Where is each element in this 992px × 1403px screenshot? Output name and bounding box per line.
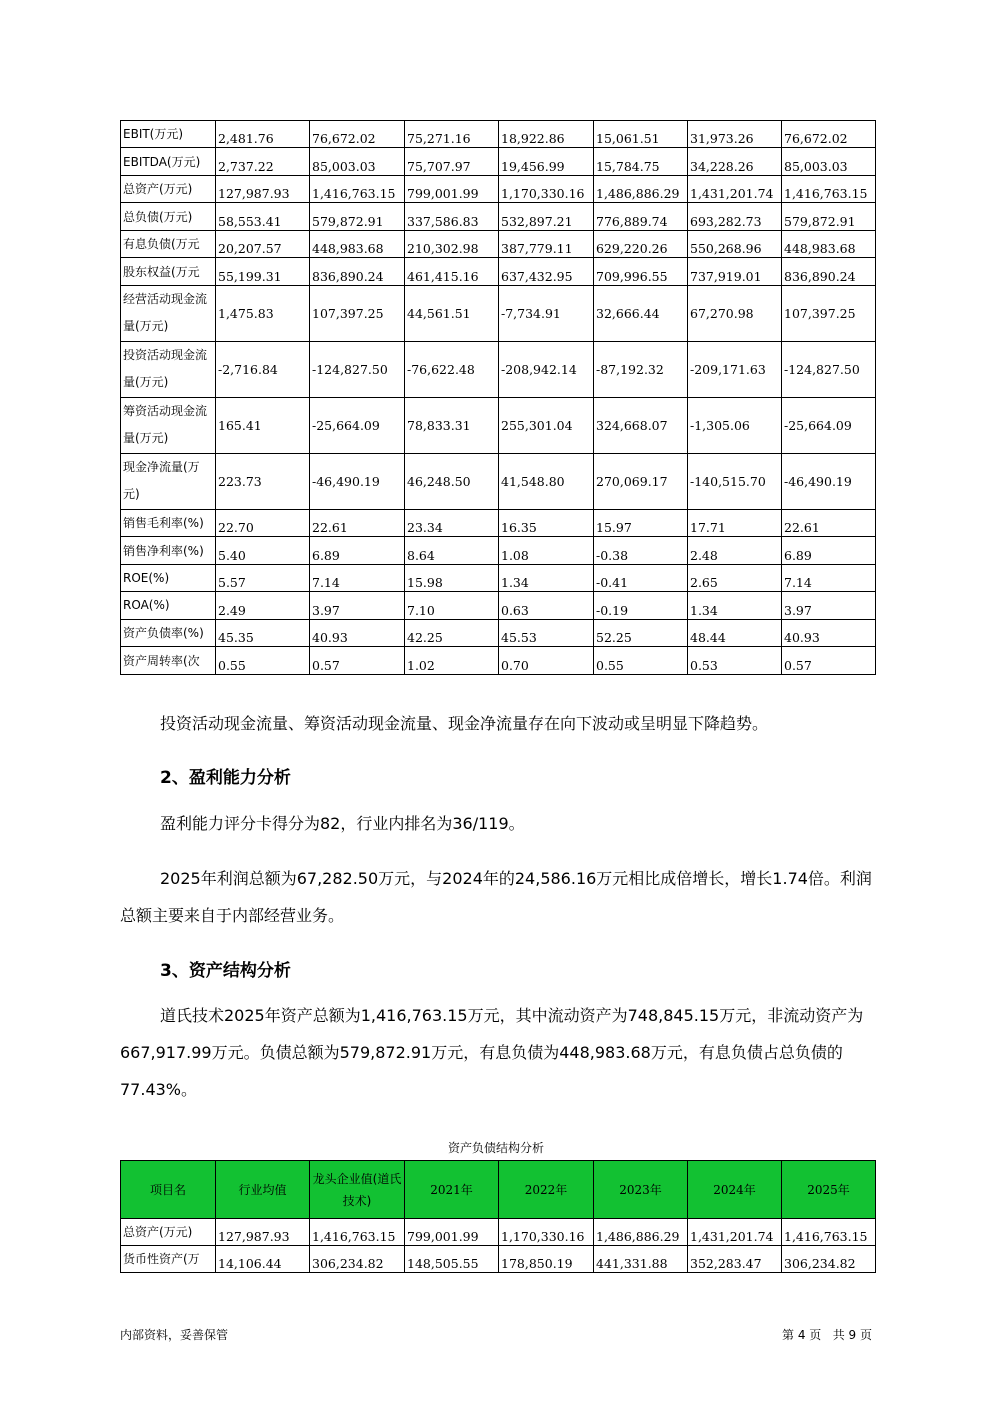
table-cell: 165.41: [216, 398, 310, 454]
table-cell: -2,716.84: [216, 342, 310, 398]
table-row: [121, 121, 876, 148]
table-cell: 78,833.31: [405, 398, 499, 454]
table-cell: 1.34: [499, 565, 594, 592]
table-cell: 23.34: [405, 510, 499, 537]
table-cell: 46,248.50: [405, 454, 499, 510]
table-cell: 40.93: [310, 620, 405, 647]
header-2023: 2023年: [594, 1161, 688, 1219]
table-cell: -208,942.14: [499, 342, 594, 398]
table-cell: 532,897.21: [499, 203, 594, 231]
table-cell: 0.57: [310, 647, 405, 675]
table-cell: 448,983.68: [310, 231, 405, 258]
table-cell: 8.64: [405, 537, 499, 565]
cashflow-trend-paragraph: 投资活动现金流量、筹资活动现金流量、现金净流量存在向下波动或呈明显下降趋势。: [160, 714, 769, 733]
table-cell: 441,331.88: [594, 1246, 688, 1273]
row-label: 现金净流量(万元): [121, 454, 216, 510]
table-cell: 776,889.74: [594, 203, 688, 231]
table-cell: 22.61: [310, 510, 405, 537]
table-row: [121, 454, 876, 510]
table-cell: 55,199.31: [216, 258, 310, 286]
row-label: 总资产(万元): [121, 1219, 216, 1246]
table-cell: -46,490.19: [782, 454, 876, 510]
table-cell: 0.53: [688, 647, 782, 675]
table-cell: 550,268.96: [688, 231, 782, 258]
table-cell: 1,431,201.74: [688, 1219, 782, 1246]
table-cell: 5.40: [216, 537, 310, 565]
table-cell: 18,922.86: [499, 121, 594, 148]
table-cell: 306,234.82: [310, 1246, 405, 1273]
table-cell: 1,416,763.15: [310, 176, 405, 203]
table-cell: 0.63: [499, 592, 594, 620]
table-cell: 148,505.55: [405, 1246, 499, 1273]
table-cell: 17.71: [688, 510, 782, 537]
row-label: 销售毛利率(%): [121, 510, 216, 537]
table-cell: 579,872.91: [782, 203, 876, 231]
table-cell: 836,890.24: [310, 258, 405, 286]
table-cell: -0.38: [594, 537, 688, 565]
table-cell: 799,001.99: [405, 1219, 499, 1246]
table-cell: 799,001.99: [405, 176, 499, 203]
table-cell: 40.93: [782, 620, 876, 647]
table-cell: -76,622.48: [405, 342, 499, 398]
table-cell: 1.08: [499, 537, 594, 565]
table-cell: 337,586.83: [405, 203, 499, 231]
table-row: [121, 342, 876, 398]
table-cell: -0.41: [594, 565, 688, 592]
table-cell: 42.25: [405, 620, 499, 647]
profit-total-paragraph: 2025年利润总额为67,282.50万元，与2024年的24,586.16万元相比成倍增长，增长1.74倍。利润总额主要来自于内部经营业务。: [120, 869, 872, 925]
row-label: EBITDA(万元): [121, 148, 216, 176]
table-cell: 3.97: [782, 592, 876, 620]
table-cell: 85,003.03: [782, 148, 876, 176]
table-cell: 2.49: [216, 592, 310, 620]
table-cell: 76,672.02: [310, 121, 405, 148]
table-cell: 127,987.93: [216, 1219, 310, 1246]
table-cell: 75,271.16: [405, 121, 499, 148]
table-cell: 579,872.91: [310, 203, 405, 231]
table-cell: 448,983.68: [782, 231, 876, 258]
row-label: 有息负债(万元: [121, 231, 216, 258]
table-cell: 223.73: [216, 454, 310, 510]
table-cell: -209,171.63: [688, 342, 782, 398]
asset-structure-heading: 3、资产结构分析: [160, 961, 291, 981]
table-cell: 22.70: [216, 510, 310, 537]
header-2022: 2022年: [499, 1161, 594, 1219]
table-cell: 2,737.22: [216, 148, 310, 176]
financial-indicators-table: [120, 120, 876, 675]
table-cell: 1,416,763.15: [310, 1219, 405, 1246]
table-row: [121, 592, 876, 620]
table-cell: -46,490.19: [310, 454, 405, 510]
table-cell: 7.10: [405, 592, 499, 620]
table-cell: 44,561.51: [405, 286, 499, 342]
table-header-row: [121, 1161, 876, 1219]
table-cell: 1,416,763.15: [782, 176, 876, 203]
row-label: 经营活动现金流量(万元): [121, 286, 216, 342]
row-label: 总资产(万元): [121, 176, 216, 203]
header-item-name: 项目名: [121, 1161, 216, 1219]
table-cell: -1,305.06: [688, 398, 782, 454]
table-cell: 0.55: [216, 647, 310, 675]
table-cell: 7.14: [782, 565, 876, 592]
table-cell: 255,301.04: [499, 398, 594, 454]
table-cell: 306,234.82: [782, 1246, 876, 1273]
table-row: [121, 398, 876, 454]
row-label: ROE(%): [121, 565, 216, 592]
table-row: [121, 537, 876, 565]
table-cell: 75,707.97: [405, 148, 499, 176]
table-cell: 6.89: [310, 537, 405, 565]
table-cell: 15,061.51: [594, 121, 688, 148]
table-row: [121, 176, 876, 203]
table-cell: 16.35: [499, 510, 594, 537]
table-cell: 1,486,886.29: [594, 1219, 688, 1246]
table-cell: -0.19: [594, 592, 688, 620]
table-cell: 3.97: [310, 592, 405, 620]
table-cell: 20,207.57: [216, 231, 310, 258]
table-cell: 637,432.95: [499, 258, 594, 286]
table-cell: 19,456.99: [499, 148, 594, 176]
row-label: EBIT(万元): [121, 121, 216, 148]
table-cell: 52.25: [594, 620, 688, 647]
table-cell: 2,481.76: [216, 121, 310, 148]
table-row: [121, 510, 876, 537]
table-cell: 15.98: [405, 565, 499, 592]
table-cell: 1.34: [688, 592, 782, 620]
table-cell: -7,734.91: [499, 286, 594, 342]
table-row: [121, 620, 876, 647]
table-cell: 1.02: [405, 647, 499, 675]
table-cell: 107,397.25: [782, 286, 876, 342]
row-label: 筹资活动现金流量(万元): [121, 398, 216, 454]
table-cell: 737,919.01: [688, 258, 782, 286]
footer-confidential: 内部资料，妥善保管: [120, 1328, 229, 1342]
header-industry-avg: 行业均值: [216, 1161, 310, 1219]
table-cell: 5.57: [216, 565, 310, 592]
header-2024: 2024年: [688, 1161, 782, 1219]
table-cell: 58,553.41: [216, 203, 310, 231]
table-cell: 32,666.44: [594, 286, 688, 342]
table-cell: 352,283.47: [688, 1246, 782, 1273]
table-cell: 836,890.24: [782, 258, 876, 286]
table-cell: 2.65: [688, 565, 782, 592]
header-2021: 2021年: [405, 1161, 499, 1219]
row-label: 销售净利率(%): [121, 537, 216, 565]
table-cell: 34,228.26: [688, 148, 782, 176]
table-cell: 85,003.03: [310, 148, 405, 176]
header-leader-value: 龙头企业值(道氏技术): [310, 1161, 405, 1219]
table-row: [121, 1219, 876, 1246]
table-cell: 0.70: [499, 647, 594, 675]
table-cell: 270,069.17: [594, 454, 688, 510]
table-cell: 1,475.83: [216, 286, 310, 342]
table-cell: 22.61: [782, 510, 876, 537]
table-cell: 2.48: [688, 537, 782, 565]
row-label: 股东权益(万元: [121, 258, 216, 286]
table-cell: 45.35: [216, 620, 310, 647]
table-cell: 387,779.11: [499, 231, 594, 258]
table2-caption: 资产负债结构分析: [447, 1141, 544, 1155]
table-cell: 0.57: [782, 647, 876, 675]
table-cell: 7.14: [310, 565, 405, 592]
table-cell: -25,664.09: [310, 398, 405, 454]
table-cell: 15,784.75: [594, 148, 688, 176]
table-cell: 67,270.98: [688, 286, 782, 342]
profitability-heading: 2、盈利能力分析: [160, 768, 291, 788]
row-label: 投资活动现金流量(万元): [121, 342, 216, 398]
table-cell: 324,668.07: [594, 398, 688, 454]
table-cell: 76,672.02: [782, 121, 876, 148]
row-label: ROA(%): [121, 592, 216, 620]
table-cell: 178,850.19: [499, 1246, 594, 1273]
table-cell: -124,827.50: [782, 342, 876, 398]
row-label: 资产负债率(%): [121, 620, 216, 647]
table-cell: 709,996.55: [594, 258, 688, 286]
table-cell: 14,106.44: [216, 1246, 310, 1273]
table-cell: 0.55: [594, 647, 688, 675]
row-label: 总负债(万元): [121, 203, 216, 231]
table-cell: 31,973.26: [688, 121, 782, 148]
footer-page-number: 第 4 页 共 9 页: [782, 1328, 872, 1342]
table-cell: 1,170,330.16: [499, 1219, 594, 1246]
table-cell: 41,548.80: [499, 454, 594, 510]
table-cell: 1,431,201.74: [688, 176, 782, 203]
table-cell: -140,515.70: [688, 454, 782, 510]
table-row: [121, 148, 876, 176]
table-row: [121, 231, 876, 258]
table-row: [121, 258, 876, 286]
table-cell: 1,170,330.16: [499, 176, 594, 203]
profitability-score-paragraph: 盈利能力评分卡得分为82，行业内排名为36/119。: [160, 814, 525, 833]
table-cell: 45.53: [499, 620, 594, 647]
table-cell: 1,416,763.15: [782, 1219, 876, 1246]
row-label: 资产周转率(次: [121, 647, 216, 675]
table-cell: 1,486,886.29: [594, 176, 688, 203]
table-cell: -124,827.50: [310, 342, 405, 398]
table-cell: 629,220.26: [594, 231, 688, 258]
row-label: 货币性资产(万: [121, 1246, 216, 1273]
header-2025: 2025年: [782, 1161, 876, 1219]
table-cell: 461,415.16: [405, 258, 499, 286]
table-row: [121, 286, 876, 342]
table-row: [121, 565, 876, 592]
table-cell: -25,664.09: [782, 398, 876, 454]
table-row: [121, 647, 876, 675]
table-cell: 6.89: [782, 537, 876, 565]
table-cell: 127,987.93: [216, 176, 310, 203]
asset-liability-structure-table: [120, 1160, 876, 1273]
asset-structure-paragraph: 道氏技术2025年资产总额为1,416,763.15万元，其中流动资产为748,845.15万元，非流动资产为667,917.99万元。负债总额为579,872.91万元，有息负债为448,983.68万元，有息负债占总负债的77.43%。: [120, 1006, 864, 1099]
table-cell: -87,192.32: [594, 342, 688, 398]
table-cell: 210,302.98: [405, 231, 499, 258]
table-cell: 107,397.25: [310, 286, 405, 342]
table-row: [121, 1246, 876, 1273]
table-row: [121, 203, 876, 231]
table-cell: 693,282.73: [688, 203, 782, 231]
table-cell: 15.97: [594, 510, 688, 537]
table-cell: 48.44: [688, 620, 782, 647]
